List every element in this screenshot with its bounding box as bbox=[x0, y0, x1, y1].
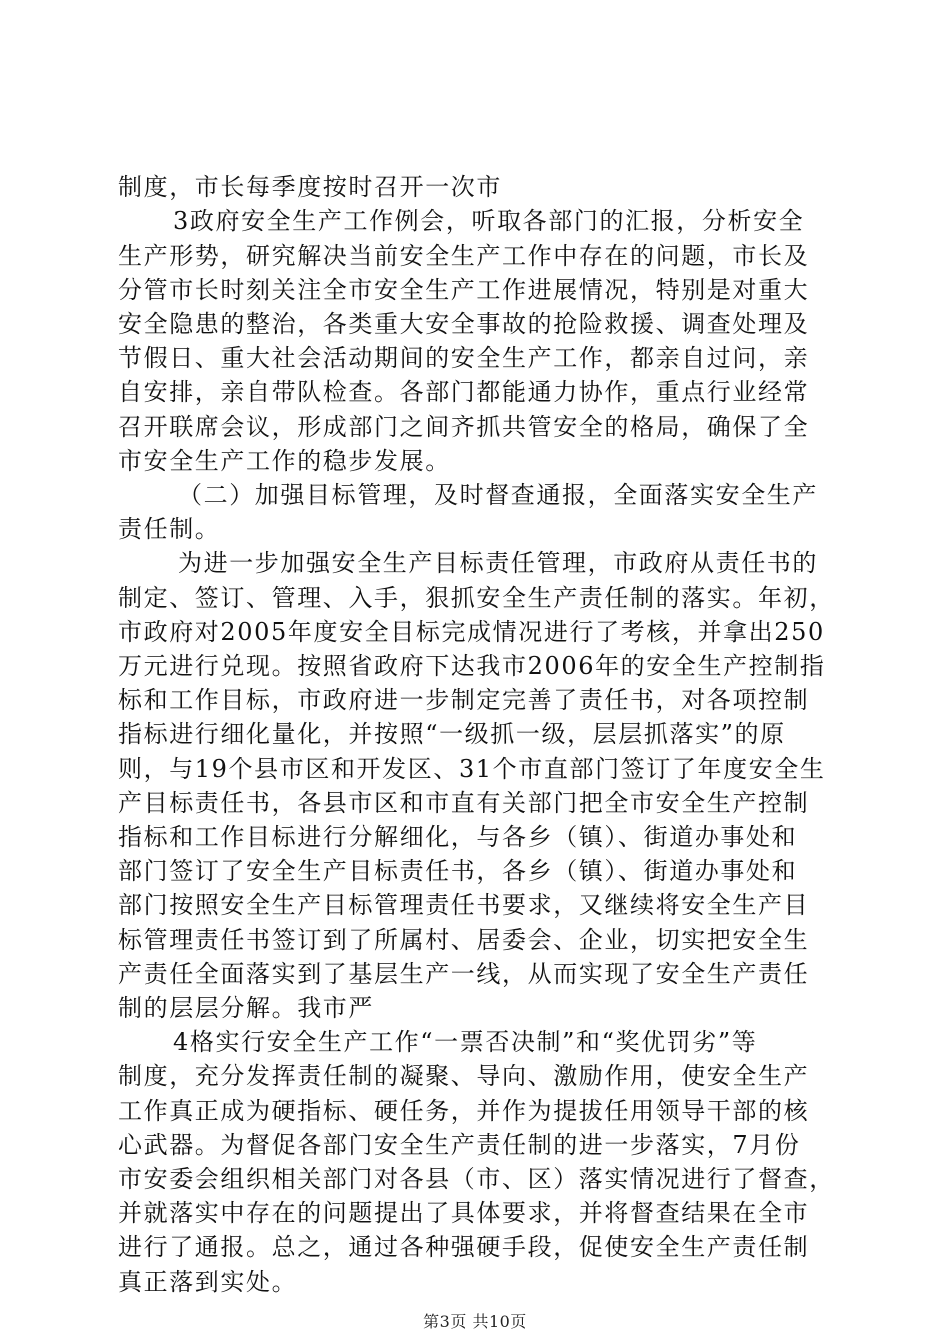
text-line-1: 制度，市长每季度按时召开一次市 bbox=[118, 173, 502, 201]
text-line-18: 则，与19个县市区和开发区、31个市直部门签订了年度安全生 bbox=[118, 755, 826, 783]
text-line-6: 节假日、重大社会活动期间的安全生产工作，都亲自过问，亲 bbox=[118, 344, 810, 372]
section-heading-line-1: （二）加强目标管理，及时督查通报，全面落实安全生产 bbox=[178, 481, 818, 509]
text-line-32: 进行了通报。总之，通过各种强硬手段，促使安全生产责任制 bbox=[118, 1233, 810, 1261]
text-line-12: 为进一步加强安全生产目标责任管理，市政府从责任书的 bbox=[178, 549, 818, 577]
text-line-2: 3政府安全生产工作例会，听取各部门的汇报，分析安全 bbox=[173, 207, 805, 235]
text-line-8: 召开联席会议，形成部门之间齐抓共管安全的格局，确保了全 bbox=[118, 413, 810, 441]
text-line-33: 真正落到实处。 bbox=[118, 1268, 298, 1296]
text-line-5: 安全隐患的整治，各类重大安全事故的抢险救援、调查处理及 bbox=[118, 310, 810, 338]
text-line-27: 制度，充分发挥责任制的凝聚、导向、激励作用，使安全生产 bbox=[118, 1062, 810, 1090]
text-line-29: 心武器。为督促各部门安全生产责任制的进一步落实，7月份 bbox=[118, 1131, 801, 1159]
text-line-25: 制的层层分解。我市严 bbox=[118, 994, 374, 1022]
text-line-19: 产目标责任书，各县市区和市直有关部门把全市安全生产控制 bbox=[118, 789, 810, 817]
text-line-13: 制定、签订、管理、入手，狠抓安全生产责任制的落实。年初， bbox=[118, 584, 835, 612]
text-line-15: 万元进行兑现。按照省政府下达我市2006年的安全生产控制指 bbox=[118, 652, 826, 680]
section-heading-line-2: 责任制。 bbox=[118, 515, 221, 543]
text-line-20: 指标和工作目标进行分解细化，与各乡（镇）、街道办事处和 bbox=[118, 823, 798, 851]
text-line-14: 市政府对2005年度安全目标完成情况进行了考核，并拿出250 bbox=[118, 618, 825, 646]
text-line-17: 指标进行细化量化，并按照“一级抓一级，层层抓落实”的原 bbox=[118, 720, 786, 748]
text-line-4: 分管市长时刻关注全市安全生产工作进展情况，特别是对重大 bbox=[118, 276, 810, 304]
text-line-9: 市安全生产工作的稳步发展。 bbox=[118, 447, 451, 475]
text-line-23: 标管理责任书签订到了所属村、居委会、企业，切实把安全生 bbox=[118, 926, 810, 954]
text-line-24: 产责任全面落实到了基层生产一线，从而实现了安全生产责任 bbox=[118, 960, 810, 988]
text-line-16: 标和工作目标，市政府进一步制定完善了责任书，对各项控制 bbox=[118, 686, 810, 714]
text-line-26: 4格实行安全生产工作“一票否决制”和“奖优罚劣”等 bbox=[173, 1028, 758, 1056]
text-line-21: 部门签订了安全生产目标责任书，各乡（镇）、街道办事处和 bbox=[118, 857, 798, 885]
text-line-22: 部门按照安全生产目标管理责任书要求，又继续将安全生产目 bbox=[118, 891, 810, 919]
text-line-3: 生产形势，研究解决当前安全生产工作中存在的问题，市长及 bbox=[118, 242, 810, 270]
text-line-7: 自安排，亲自带队检查。各部门都能通力协作，重点行业经常 bbox=[118, 378, 810, 406]
text-line-30: 市安委会组织相关部门对各县（市、区）落实情况进行了督查， bbox=[118, 1165, 835, 1193]
text-line-28: 工作真正成为硬指标、硬任务，并作为提拔任用领导干部的核 bbox=[118, 1097, 810, 1125]
text-line-31: 并就落实中存在的问题提出了具体要求，并将督查结果在全市 bbox=[118, 1199, 810, 1227]
page-footer: 第3页 共10页 bbox=[423, 1312, 527, 1331]
